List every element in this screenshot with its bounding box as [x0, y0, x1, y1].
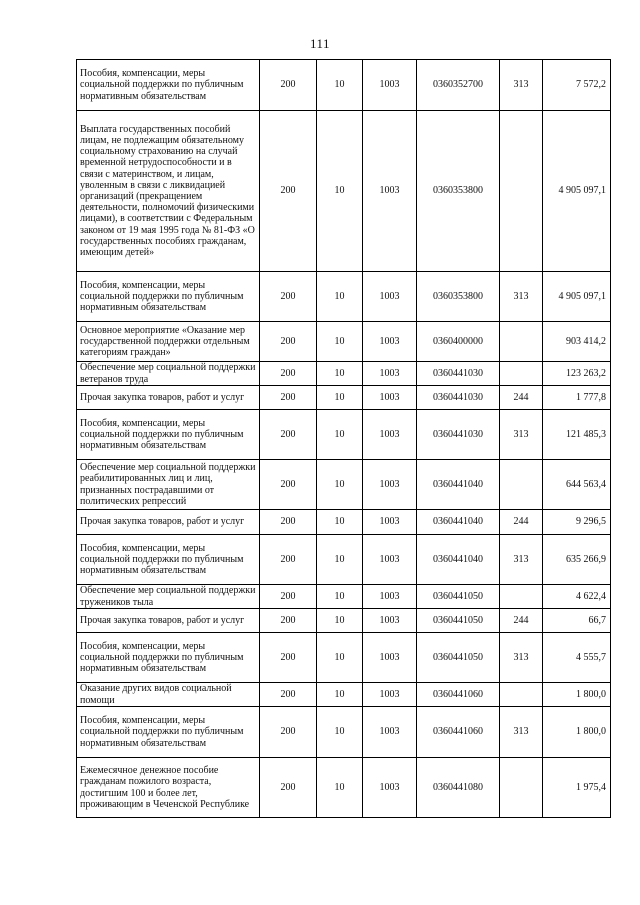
table-row — [77, 60, 611, 111]
target-article-cell: 0360353800 — [417, 272, 500, 322]
target-article-cell: 0360352700 — [417, 60, 500, 111]
expense-type-cell — [500, 322, 543, 362]
grbs-code-cell: 200 — [260, 322, 317, 362]
expense-name-cell: Пособия, компенсации, меры социальной поддержки по публичным нормативным обязательствам — [77, 535, 260, 585]
amount-cell: 66,7 — [543, 609, 611, 633]
expense-type-cell: 313 — [500, 707, 543, 758]
section-code-cell: 10 — [317, 510, 363, 535]
amount-cell: 1 800,0 — [543, 683, 611, 707]
amount-cell: 903 414,2 — [543, 322, 611, 362]
expense-name-cell: Оказание других видов социальной помощи — [77, 683, 260, 707]
grbs-code-cell: 200 — [260, 758, 317, 818]
target-article-cell: 0360441050 — [417, 609, 500, 633]
grbs-code-cell: 200 — [260, 585, 317, 609]
grbs-code-cell: 200 — [260, 510, 317, 535]
grbs-code-cell: 200 — [260, 609, 317, 633]
expense-name-cell: Пособия, компенсации, меры социальной поддержки по публичным нормативным обязательствам — [77, 272, 260, 322]
expense-type-cell: 313 — [500, 272, 543, 322]
grbs-code-cell: 200 — [260, 111, 317, 272]
subsection-code-cell: 1003 — [363, 386, 417, 410]
subsection-code-cell: 1003 — [363, 535, 417, 585]
amount-cell: 4 905 097,1 — [543, 272, 611, 322]
expense-name-cell: Прочая закупка товаров, работ и услуг — [77, 609, 260, 633]
subsection-code-cell: 1003 — [363, 410, 417, 460]
expense-type-cell — [500, 585, 543, 609]
subsection-code-cell: 1003 — [363, 633, 417, 683]
subsection-code-cell: 1003 — [363, 362, 417, 386]
expense-name-cell: Ежемесячное денежное пособие гражданам пожилого возраста, достигшим 100 и более лет, проживающим в Чеченской Республике — [77, 758, 260, 818]
expense-type-cell — [500, 758, 543, 818]
amount-cell: 1 777,8 — [543, 386, 611, 410]
expense-type-cell — [500, 111, 543, 272]
table-row — [77, 633, 611, 683]
expense-type-cell — [500, 460, 543, 510]
table-row — [77, 510, 611, 535]
target-article-cell: 0360441030 — [417, 386, 500, 410]
amount-cell: 1 975,4 — [543, 758, 611, 818]
expense-name-cell: Пособия, компенсации, меры социальной поддержки по публичным нормативным обязательствам — [77, 707, 260, 758]
expense-type-cell: 244 — [500, 609, 543, 633]
subsection-code-cell: 1003 — [363, 707, 417, 758]
grbs-code-cell: 200 — [260, 386, 317, 410]
target-article-cell: 0360441050 — [417, 633, 500, 683]
section-code-cell: 10 — [317, 386, 363, 410]
table-row — [77, 386, 611, 410]
section-code-cell: 10 — [317, 410, 363, 460]
grbs-code-cell: 200 — [260, 683, 317, 707]
table-row — [77, 460, 611, 510]
expense-type-cell — [500, 362, 543, 386]
expense-name-cell: Прочая закупка товаров, работ и услуг — [77, 510, 260, 535]
amount-cell: 4 905 097,1 — [543, 111, 611, 272]
section-code-cell: 10 — [317, 460, 363, 510]
subsection-code-cell: 1003 — [363, 460, 417, 510]
grbs-code-cell: 200 — [260, 410, 317, 460]
subsection-code-cell: 1003 — [363, 609, 417, 633]
table-row — [77, 272, 611, 322]
subsection-code-cell: 1003 — [363, 585, 417, 609]
expense-name-cell: Пособия, компенсации, меры социальной поддержки по публичным нормативным обязательствам — [77, 60, 260, 111]
expense-type-cell: 313 — [500, 633, 543, 683]
grbs-code-cell: 200 — [260, 362, 317, 386]
section-code-cell: 10 — [317, 707, 363, 758]
subsection-code-cell: 1003 — [363, 60, 417, 111]
grbs-code-cell: 200 — [260, 535, 317, 585]
expense-name-cell: Пособия, компенсации, меры социальной поддержки по публичным нормативным обязательствам — [77, 410, 260, 460]
table-row — [77, 758, 611, 818]
expense-name-cell: Пособия, компенсации, меры социальной поддержки по публичным нормативным обязательствам — [77, 633, 260, 683]
subsection-code-cell: 1003 — [363, 758, 417, 818]
target-article-cell: 0360441040 — [417, 460, 500, 510]
target-article-cell: 0360441030 — [417, 362, 500, 386]
target-article-cell: 0360441060 — [417, 707, 500, 758]
amount-cell: 635 266,9 — [543, 535, 611, 585]
target-article-cell: 0360441040 — [417, 535, 500, 585]
expense-type-cell: 313 — [500, 410, 543, 460]
amount-cell: 121 485,3 — [543, 410, 611, 460]
section-code-cell: 10 — [317, 322, 363, 362]
target-article-cell: 0360441040 — [417, 510, 500, 535]
section-code-cell: 10 — [317, 633, 363, 683]
subsection-code-cell: 1003 — [363, 111, 417, 272]
section-code-cell: 10 — [317, 111, 363, 272]
table-row — [77, 322, 611, 362]
grbs-code-cell: 200 — [260, 460, 317, 510]
expense-name-cell: Прочая закупка товаров, работ и услуг — [77, 386, 260, 410]
grbs-code-cell: 200 — [260, 707, 317, 758]
amount-cell: 123 263,2 — [543, 362, 611, 386]
expense-name-cell: Обеспечение мер социальной поддержки ветеранов труда — [77, 362, 260, 386]
page-number: 111 — [309, 36, 331, 51]
section-code-cell: 10 — [317, 272, 363, 322]
subsection-code-cell: 1003 — [363, 322, 417, 362]
target-article-cell: 0360441080 — [417, 758, 500, 818]
amount-cell: 4 622,4 — [543, 585, 611, 609]
expense-type-cell: 244 — [500, 386, 543, 410]
target-article-cell: 0360441030 — [417, 410, 500, 460]
section-code-cell: 10 — [317, 609, 363, 633]
amount-cell: 9 296,5 — [543, 510, 611, 535]
section-code-cell: 10 — [317, 60, 363, 111]
grbs-code-cell: 200 — [260, 633, 317, 683]
section-code-cell: 10 — [317, 585, 363, 609]
expense-name-cell: Обеспечение мер социальной поддержки тружеников тыла — [77, 585, 260, 609]
expense-type-cell — [500, 683, 543, 707]
table-row — [77, 535, 611, 585]
expense-type-cell: 313 — [500, 60, 543, 111]
table-row — [77, 111, 611, 272]
amount-cell: 7 572,2 — [543, 60, 611, 111]
amount-cell: 644 563,4 — [543, 460, 611, 510]
section-code-cell: 10 — [317, 683, 363, 707]
expense-name-cell: Основное мероприятие «Оказание мер государственной поддержки отдельным категориям граждан» — [77, 322, 260, 362]
subsection-code-cell: 1003 — [363, 510, 417, 535]
amount-cell: 4 555,7 — [543, 633, 611, 683]
section-code-cell: 10 — [317, 535, 363, 585]
table-row — [77, 362, 611, 386]
table-row — [77, 683, 611, 707]
target-article-cell: 0360441050 — [417, 585, 500, 609]
section-code-cell: 10 — [317, 362, 363, 386]
table-body — [77, 60, 611, 818]
grbs-code-cell: 200 — [260, 272, 317, 322]
table-row — [77, 707, 611, 758]
target-article-cell: 0360441060 — [417, 683, 500, 707]
table-row — [77, 609, 611, 633]
target-article-cell: 0360400000 — [417, 322, 500, 362]
subsection-code-cell: 1003 — [363, 683, 417, 707]
expense-name-cell: Выплата государственных пособий лицам, не подлежащим обязательному социальному страхованию на случай временной нетрудоспособности и в связи с материнством, и лицам, уволенным в связи с ликвидацией организаций (прекращением деятельности, полномочий физическими лицами), в соответствии с Федеральным законом от 19 мая 1995 года № 81-ФЗ «О государственных пособиях гражданам, имеющим детей» — [77, 111, 260, 272]
amount-cell: 1 800,0 — [543, 707, 611, 758]
expense-type-cell: 313 — [500, 535, 543, 585]
budget-table — [76, 59, 611, 818]
target-article-cell: 0360353800 — [417, 111, 500, 272]
table-row — [77, 410, 611, 460]
expense-type-cell: 244 — [500, 510, 543, 535]
subsection-code-cell: 1003 — [363, 272, 417, 322]
expense-name-cell: Обеспечение мер социальной поддержки реабилитированных лиц и лиц, признанных пострадавшими от политических репрессий — [77, 460, 260, 510]
section-code-cell: 10 — [317, 758, 363, 818]
grbs-code-cell: 200 — [260, 60, 317, 111]
table-row — [77, 585, 611, 609]
